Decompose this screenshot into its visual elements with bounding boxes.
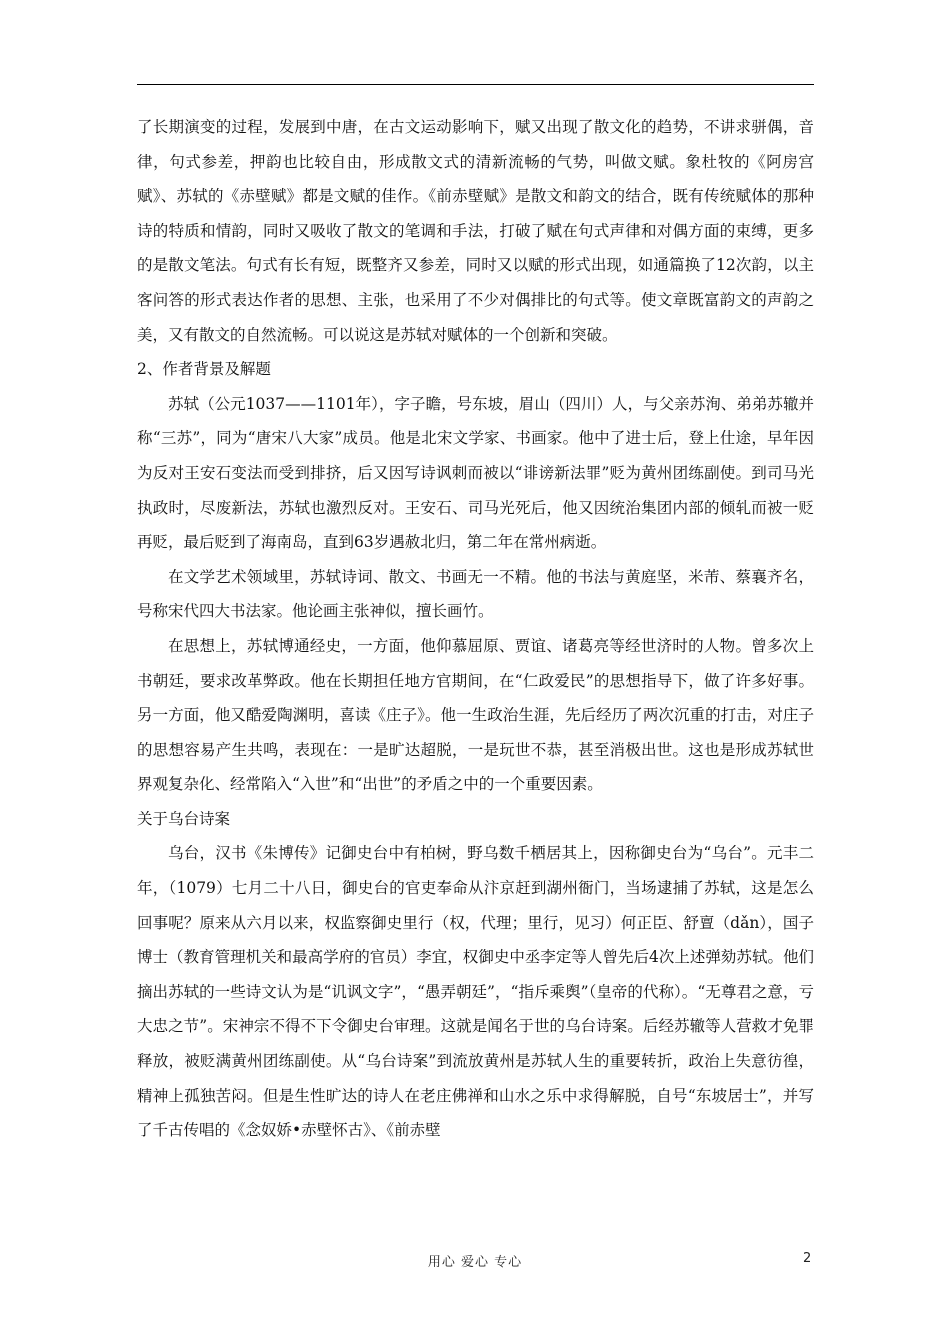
paragraph-thought: 在思想上，苏轼博通经史，一方面，他仰慕屈原、贾谊、诸葛亮等经世济时的人物。曾多次上书朝廷，要求改革弊政。他在长期担任地方官期间，在“仁政爱民”的思想指导下，做了许多好事。另一方面，他又酷爱陶渊明，喜读《庄子》。他一生政治生涯，先后经历了两次沉重的打击，对庄子的思想容易产生共鸣，表现在：一是旷达超脱，一是玩世不恭，甚至消极出世。这也是形成苏轼世界观复杂化、经常陷入“入世”和“出世”的矛盾之中的一个重要因素。 — [137, 636, 814, 794]
heading-author-background: 2、作者背景及解题 — [137, 360, 271, 379]
paragraph-literary-arts: 在文学艺术领域里，苏轼诗词、散文、书画无一不精。他的书法与黄庭坚，米芾、蔡襄齐名，号称宋代四大书法家。他论画主张神似，擅长画竹。 — [137, 567, 814, 621]
paragraph-wutai-poetry-case: 乌台，汉书《朱博传》记御史台中有柏树，野乌数千栖居其上，因称御史台为“乌台”。元丰二年，（1079）七月二十八日，御史台的官吏奉命从汴京赶到湖州衙门，当场逮捕了苏轼，这是怎么回事呢？原来从六月以来，权监察御史里行（权，代理；里行，见习）何正臣、舒亶（dǎn），国子博士（教育管理机关和最高学府的官员）李宜，权御史中丞李定等人曾先后4次上述弹劾苏轼。他们摘出苏轼的一些诗文认为是“讥讽文字”，“愚弄朝廷”，“指斥乘舆”（皇帝的代称）。“无尊君之意，亏大忠之节”。宋神宗不得不下令御史台审理。这就是闻名于世的乌台诗案。后经苏辙等人营救才免罪释放，被贬满黄州团练副使。从“乌台诗案”到流放黄州是苏轼人生的重要转折，政治上失意彷徨，精神上孤独苦闷。但是生性旷达的诗人在老庄佛禅和山水之乐中求得解脱，自号“东坡居士”，并写了千古传唱的《念奴娇•赤壁怀古》、《前赤壁 — [137, 844, 814, 1140]
footer-slogan: 用心 爱心 专心 — [427, 1255, 523, 1270]
page-number: 2 — [803, 1251, 812, 1266]
paragraph-fu-evolution: 了长期演变的过程，发展到中唐，在古文运动影响下，赋又出现了散文化的趋势，不讲求骈偶，音律，句式参差，押韵也比较自由，形成散文式的清新流畅的气势，叫做文赋。象杜牧的《阿房宫赋》、苏轼的《赤壁赋》都是文赋的佳作。《前赤壁赋》是散文和韵文的结合，既有传统赋体的那种诗的特质和情韵，同时又吸收了散文的笔调和手法，打破了赋在句式声律和对偶方面的束缚，更多的是散文笔法。句式有长有短，既整齐又参差，同时又以赋的形式出现，如通篇换了12次韵，以主客问答的形式表达作者的思想、主张，也采用了不少对偶排比的句式等。使文章既富韵文的声韵之美，又有散文的自然流畅。可以说这是苏轼对赋体的一个创新和突破。 — [137, 118, 814, 344]
paragraph-su-shi-biography: 苏轼（公元1037——1101年），字子瞻，号东坡，眉山（四川）人，与父亲苏洵、弟弟苏辙并称“三苏”，同为“唐宋八大家”成员。他是北宋文学家、书画家。他中了进士后，登上仕途，早年因为反对王安石变法而受到排挤，后又因写诗讽刺而被以“诽谤新法罪”贬为黄州团练副使。到司马光执政时，尽废新法，苏轼也激烈反对。王安石、司马光死后，他又因统治集团内部的倾轧而被一贬再贬，最后贬到了海南岛，直到63岁遇赦北归，第二年在常州病逝。 — [137, 394, 814, 552]
header-rule — [137, 84, 814, 85]
document-body — [137, 110, 814, 1148]
heading-wutai-poetry-case: 关于乌台诗案 — [137, 809, 231, 828]
